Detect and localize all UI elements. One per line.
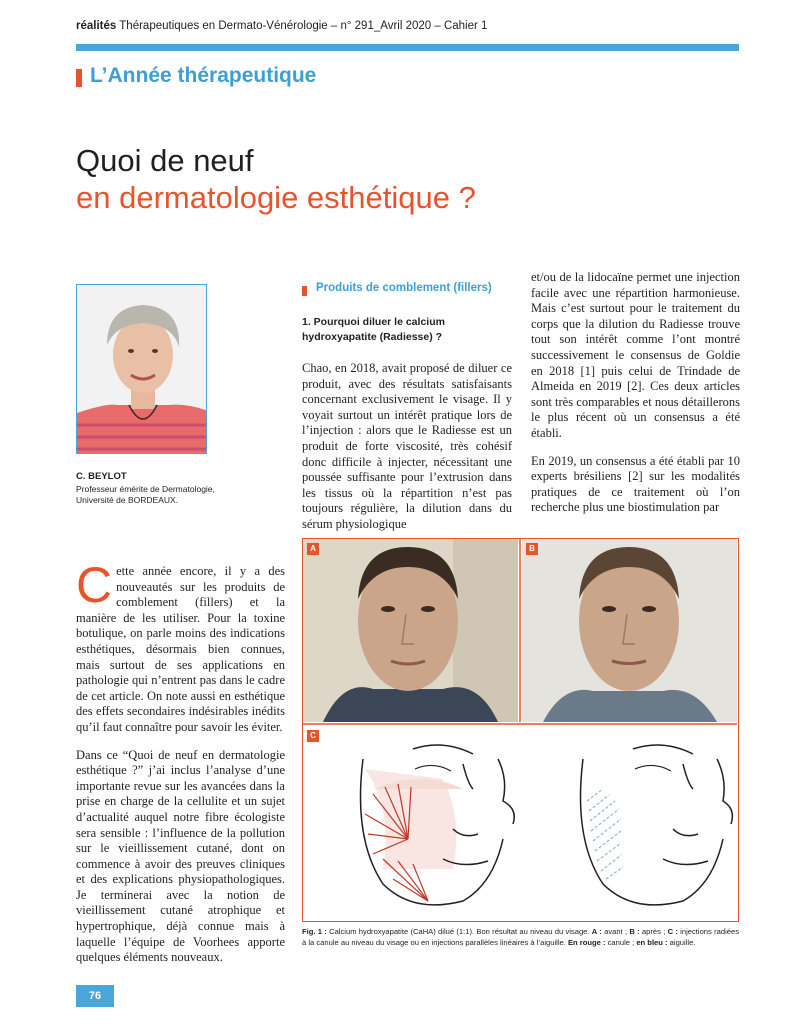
section-title: L’Année thérapeutique: [90, 64, 317, 87]
figure-label-a: A: [307, 543, 319, 555]
column-2-text: Chao, en 2018, avait proposé de diluer ce produit, avec des résultats satisfaisants concernant exclusivement le visage. Il y voyait surtout un intérêt pratique lors de l’injection : alors que le Radiesse est un produit de forte viscosité, très cohésif donc difficile à injecter, nécessitant une poussée suffisante pour l’extrusion dans les tissus où la répartition n’est pas toujours régulière, la dilution dans du sérum physiologique: [302, 361, 512, 531]
author-name: C. BEYLOT: [76, 471, 127, 482]
section-marker: [76, 69, 82, 87]
header-rule: [76, 44, 739, 51]
figure-caption: Fig. 1 : Calcium hydroxyapatite (CaHA) dilué (1:1). Bon résultat au niveau du visage. A : avant ; B : après ; C : injections radiées à la canule au niveau du visage ou en injections parallèles linéaires à l’aiguille. En rouge : canule ; en bleu : aiguille.: [302, 927, 740, 947]
page-number: 76: [76, 985, 114, 1007]
intro-paragraph-1: Cette année encore, il y a des nouveautés sur les produits de comblement (fillers) et la manière de les utiliser. Pour la toxine botulique, on parle moins des indications esthétiques, désormais bien connues, mais surtout de ses applications en pathologie qui n’entrent pas dans le cadre de cet article. On note aussi en esthétique des effets secondaires indésirables inédits qu’il faut connaître pour savoir les éviter.: [76, 557, 285, 734]
column-3-text: [531, 270, 740, 528]
question-heading: 1. Pourquoi diluer le calcium hydroxyapatite (Radiesse) ?: [302, 316, 445, 343]
article-title-line2: en dermatologie esthétique ?: [76, 180, 476, 215]
author-affiliation-1: Professeur émérite de Dermatologie,: [76, 484, 215, 494]
running-header: [76, 20, 487, 32]
author-photo: [76, 284, 207, 454]
article-title-line1: Quoi de neuf: [76, 143, 254, 178]
journal-issue: Thérapeutiques en Dermato-Vénérologie – n° 291_Avril 2020 – Cahier 1: [119, 20, 488, 32]
figure-label-c: C: [307, 730, 319, 742]
drop-cap: C: [76, 557, 113, 613]
figure-illustration: [303, 539, 737, 920]
column-3-paragraph-2: En 2019, un consensus a été établi par 10 experts brésiliens [2] sur les modalités pratiques de ce traitement où l’on recherche plus une biostimulation par: [531, 453, 740, 515]
figure-1: [302, 538, 739, 922]
column-3-paragraph-1: et/ou de la lidocaïne permet une injection facile avec une répartition harmonieuse. Mais c’est surtout pour le traitement du corps que la dilution du Radiesse trouve tout son intérêt comme l’ont montré successivement le consensus de Goldie en 2018 [1] puis celui de Trindade de Almeida en 2019 [2]. Ces deux articles sont très comparables et nous détaillerons le plus récent où un consensus a été établi.: [531, 270, 740, 440]
intro-column: [76, 557, 285, 978]
intro-paragraph-2: Dans ce “Quoi de neuf en dermatologie esthétique ?” j’ai inclus l’analyse d’une importante revue sur les avancées dans la prise en charge de la cellulite et un sujet d’actualité auquel notre fibre écologiste sera sensible : l’influence de la pollution sur le vieillissement cutané, dont on commence à avoir des preuves cliniques et des explications physiopathologiques. Je terminerai avec la notion de vieillissement cutané atrophique et hypertrophique, déjà connue mais à laquelle l’équipe de Voorhees apporte quelques éléments nouveaux.: [76, 747, 285, 965]
author-affiliation-2: Université de BORDEAUX.: [76, 495, 179, 505]
figure-label-b: B: [526, 543, 538, 555]
subsection-marker: [302, 286, 307, 296]
subsection-title: Produits de comblement (fillers): [316, 282, 492, 294]
journal-name: réalités: [76, 20, 117, 32]
author-portrait-image: [77, 285, 207, 454]
